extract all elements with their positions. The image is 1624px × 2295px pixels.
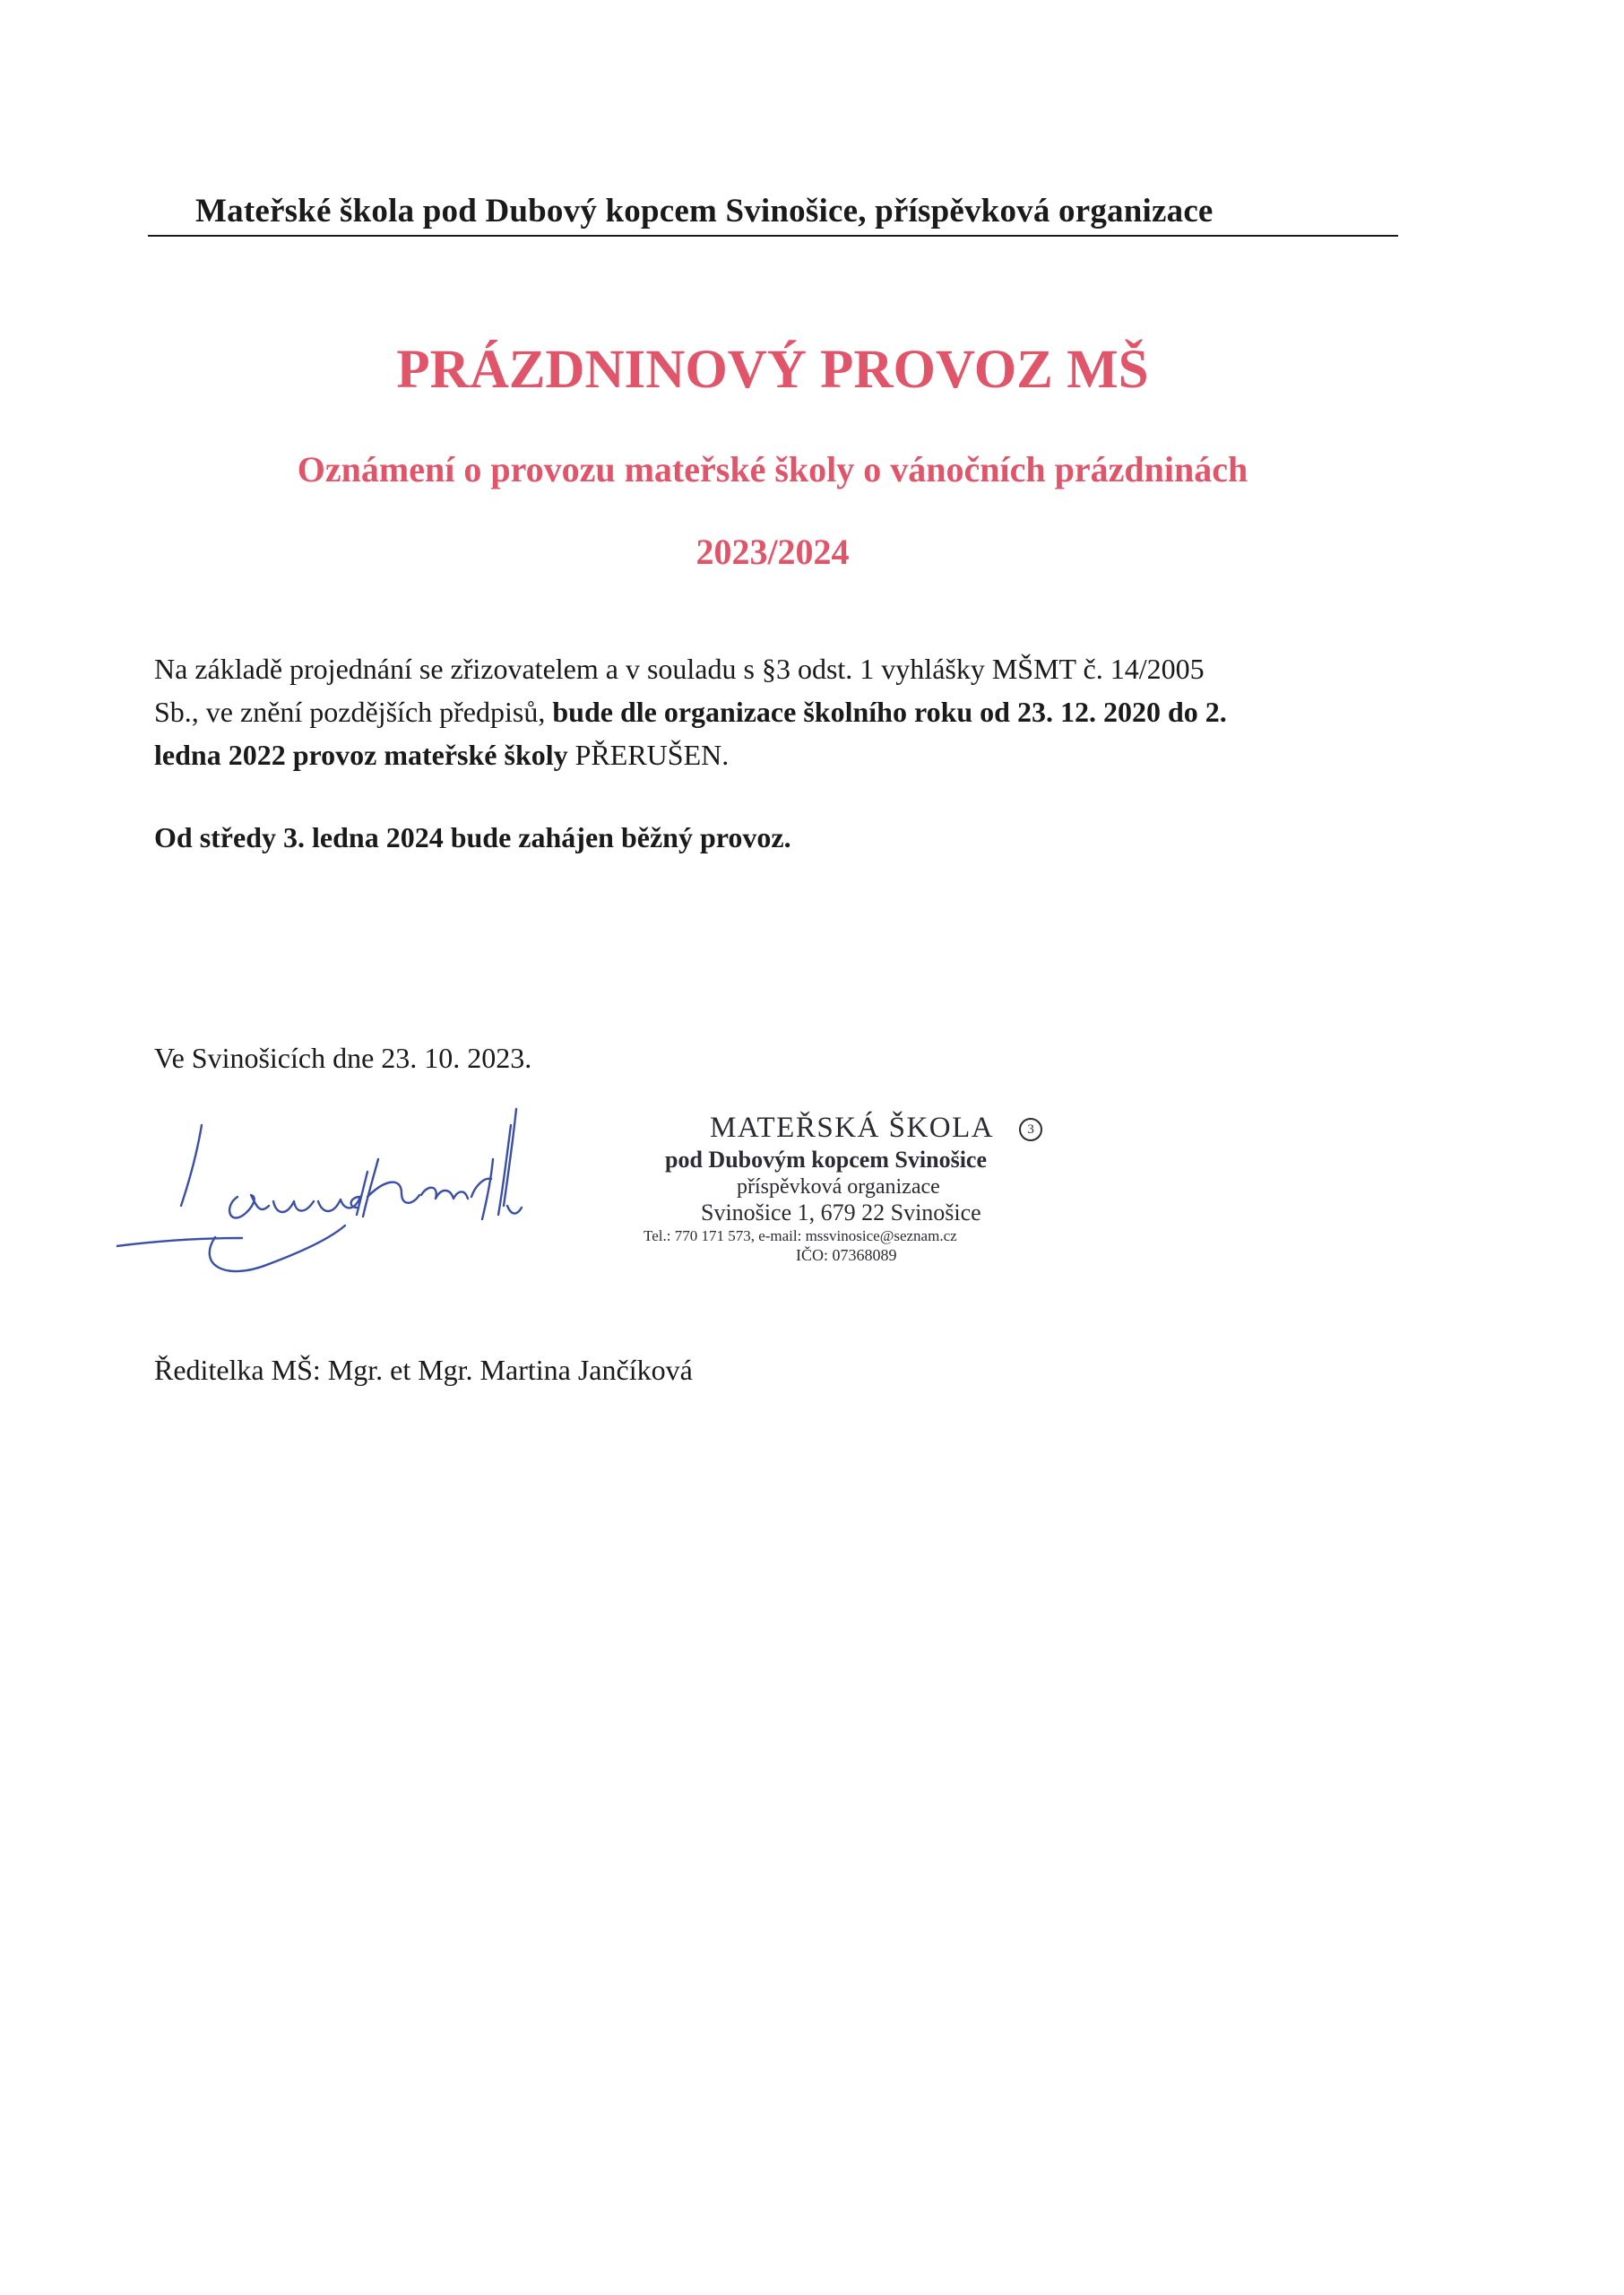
body-paragraph (154, 647, 1409, 776)
stamp-org-type: příspěvková organizace (737, 1175, 940, 1199)
body-line-3-normal: PŘERUŠEN. (574, 739, 730, 771)
place-date: Ve Svinošicích dne 23. 10. 2023. (154, 1042, 532, 1074)
stamp-ico: IČO: 07368089 (796, 1246, 897, 1264)
director-line: Ředitelka MŠ: Mgr. et Mgr. Martina Jančíková (154, 1354, 693, 1386)
stamp-badge: 3 (1019, 1118, 1042, 1141)
body-line-2-normal: Sb., ve znění pozdějších předpisů, (154, 696, 553, 728)
body-line-2-bold: bude dle organizace školního roku od 23. 12. 2020 do 2. (552, 696, 1227, 728)
body-line-3-bold: ledna 2022 provoz mateřské školy (154, 739, 575, 771)
header-divider (148, 235, 1398, 237)
page-title: PRÁZDNINOVÝ PROVOZ MŠ (396, 340, 1149, 400)
body-line-2 (154, 690, 1409, 733)
header-organization: Mateřské škola pod Dubový kopcem Svinošice, příspěvková organizace (195, 193, 1214, 230)
stamp-contact: Tel.: 770 171 573, e-mail: mssvinosice@seznam.cz (644, 1227, 957, 1244)
official-stamp (627, 1110, 1129, 1264)
page-subtitle: Oznámení o provozu mateřské školy o vánočních prázdninách (297, 449, 1248, 489)
body-line-1: Na základě projednání se zřizovatelem a v souladu s §3 odst. 1 vyhlášky MŠMT č. 14/2005 (154, 653, 1205, 685)
stamp-row-1 (710, 1110, 1129, 1146)
stamp-school-name: MATEŘSKÁ ŠKOLA (710, 1112, 995, 1144)
resumption-notice: Od středy 3. ledna 2024 bude zahájen běžný provoz. (154, 821, 791, 853)
body-line-3 (154, 733, 1409, 776)
school-year: 2023/2024 (695, 532, 850, 572)
stamp-address: Svinošice 1, 679 22 Svinošice (701, 1199, 981, 1225)
stamp-location-name: pod Dubovým kopcem Svinošice (665, 1147, 987, 1173)
